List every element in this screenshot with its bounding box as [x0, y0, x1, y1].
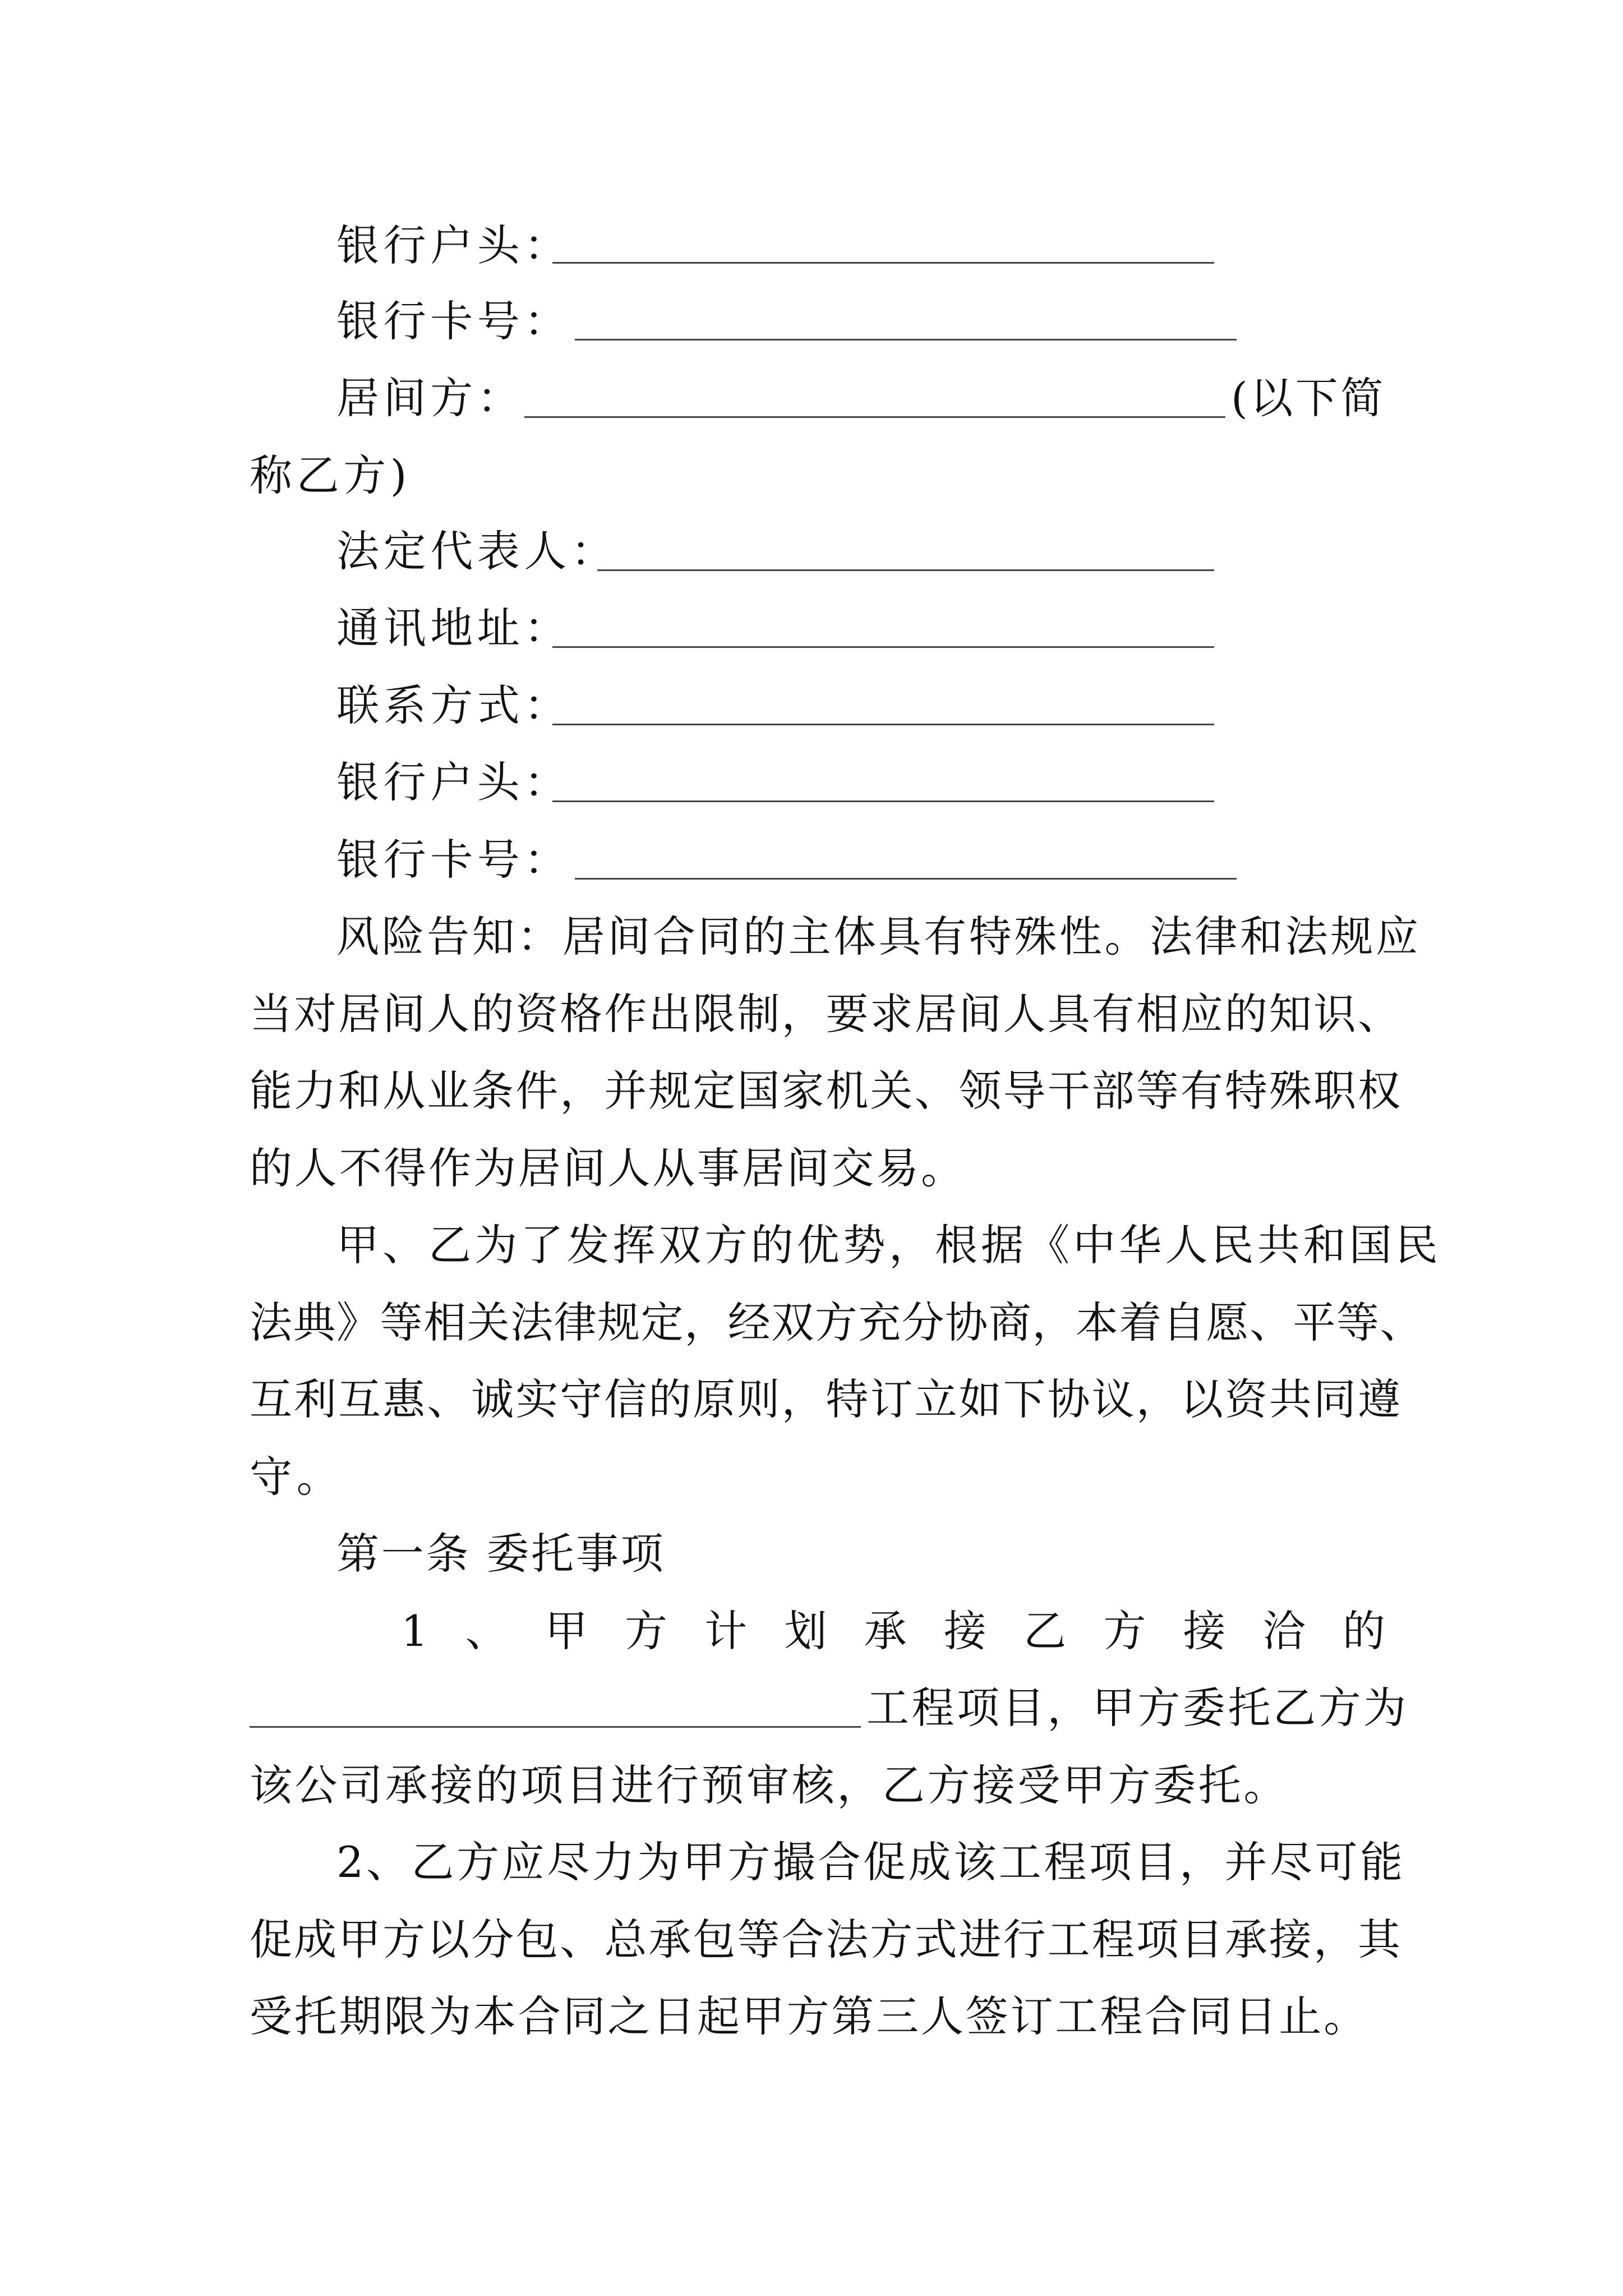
clause-1-char: 甲: [545, 1606, 588, 1656]
clause-1-char: 方: [1103, 1606, 1146, 1656]
party-b-legal-rep-label: 法定代表人：: [336, 526, 618, 576]
clause-1-char: 划: [784, 1606, 827, 1656]
abbrev-suffix-2: 称乙方): [250, 450, 412, 500]
party-b-contact-label: 联系方式：: [336, 680, 571, 730]
party-b-address-blank[interactable]: [552, 646, 1214, 648]
party-b-contact-blank[interactable]: [552, 724, 1214, 725]
party-b-address-label: 通讯地址：: [336, 603, 571, 653]
party-a-account-name-blank[interactable]: [552, 262, 1214, 264]
clause-1-char: 计: [704, 1606, 748, 1656]
clause-2-line-3: 受托期限为本合同之日起甲方第三人签订工程合同日止。: [250, 1991, 1368, 2041]
clause-1-char: 、: [465, 1606, 508, 1656]
risk-notice-line-3: 能力和从业条件，并规定国家机关、领导干部等有特殊职权: [250, 1066, 1403, 1116]
abbrev-suffix-1: (以下简: [1231, 373, 1386, 423]
preamble-line-4: 守。: [250, 1452, 344, 1502]
party-b-account-number-blank[interactable]: [575, 878, 1237, 880]
clause-2-line-2: 促成甲方以分包、总承包等合法方式进行工程项目承接，其: [250, 1915, 1403, 1964]
clause-1-line-1: [401, 1606, 1385, 1656]
preamble-line-3: 互利互惠、诚实守信的原则，特订立如下协议，以资共同遵: [250, 1374, 1403, 1424]
clause-1-char: 承: [864, 1606, 907, 1656]
clause-1-line-3: 该公司承接的项目进行预审核，乙方接受甲方委托。: [250, 1760, 1289, 1810]
party-b-account-name-blank[interactable]: [552, 800, 1214, 802]
intermediary-label: 居间方：: [336, 373, 524, 423]
preamble-line-1: 甲、乙为了发挥双方的优势，根据《中华人民共和国民: [336, 1220, 1441, 1270]
party-a-account-number-blank[interactable]: [575, 339, 1237, 341]
project-name-blank[interactable]: [250, 1726, 861, 1728]
party-a-account-name-label: 银行户头：: [336, 220, 571, 270]
clause-1-line-2: 工程项目，甲方委托乙方为: [866, 1683, 1409, 1733]
preamble-line-2: 法典》等相关法律规定，经双方充分协商，本着自愿、平等、: [250, 1297, 1424, 1347]
intermediary-blank[interactable]: [524, 416, 1225, 418]
risk-notice-line-4: 的人不得作为居间人从事居间交易。: [250, 1143, 966, 1193]
clause-2-line-1: 2、乙方应尽力为甲方撮合促成该工程项目，并尽可能: [336, 1837, 1405, 1887]
party-b-account-name-label: 银行户头：: [336, 757, 571, 807]
clause-1-char: 接: [1183, 1606, 1226, 1656]
party-a-account-number-label: 银行卡号：: [336, 296, 571, 346]
article-1-title: 第一条 委托事项: [336, 1529, 666, 1579]
party-b-account-number-label: 银行卡号：: [336, 835, 571, 885]
clause-1-char: 的: [1342, 1606, 1385, 1656]
clause-1-char: 1: [401, 1606, 428, 1656]
party-b-legal-rep-blank[interactable]: [597, 569, 1214, 571]
risk-notice-line-2: 当对居间人的资格作出限制，要求居间人具有相应的知识、: [250, 989, 1403, 1039]
clause-1-char: 方: [625, 1606, 668, 1656]
clause-1-char: 接: [943, 1606, 986, 1656]
clause-1-char: 乙: [1023, 1606, 1067, 1656]
clause-1-char: 洽: [1262, 1606, 1306, 1656]
risk-notice-line-1: 风险告知：居间合同的主体具有特殊性。法律和法规应: [336, 912, 1421, 961]
